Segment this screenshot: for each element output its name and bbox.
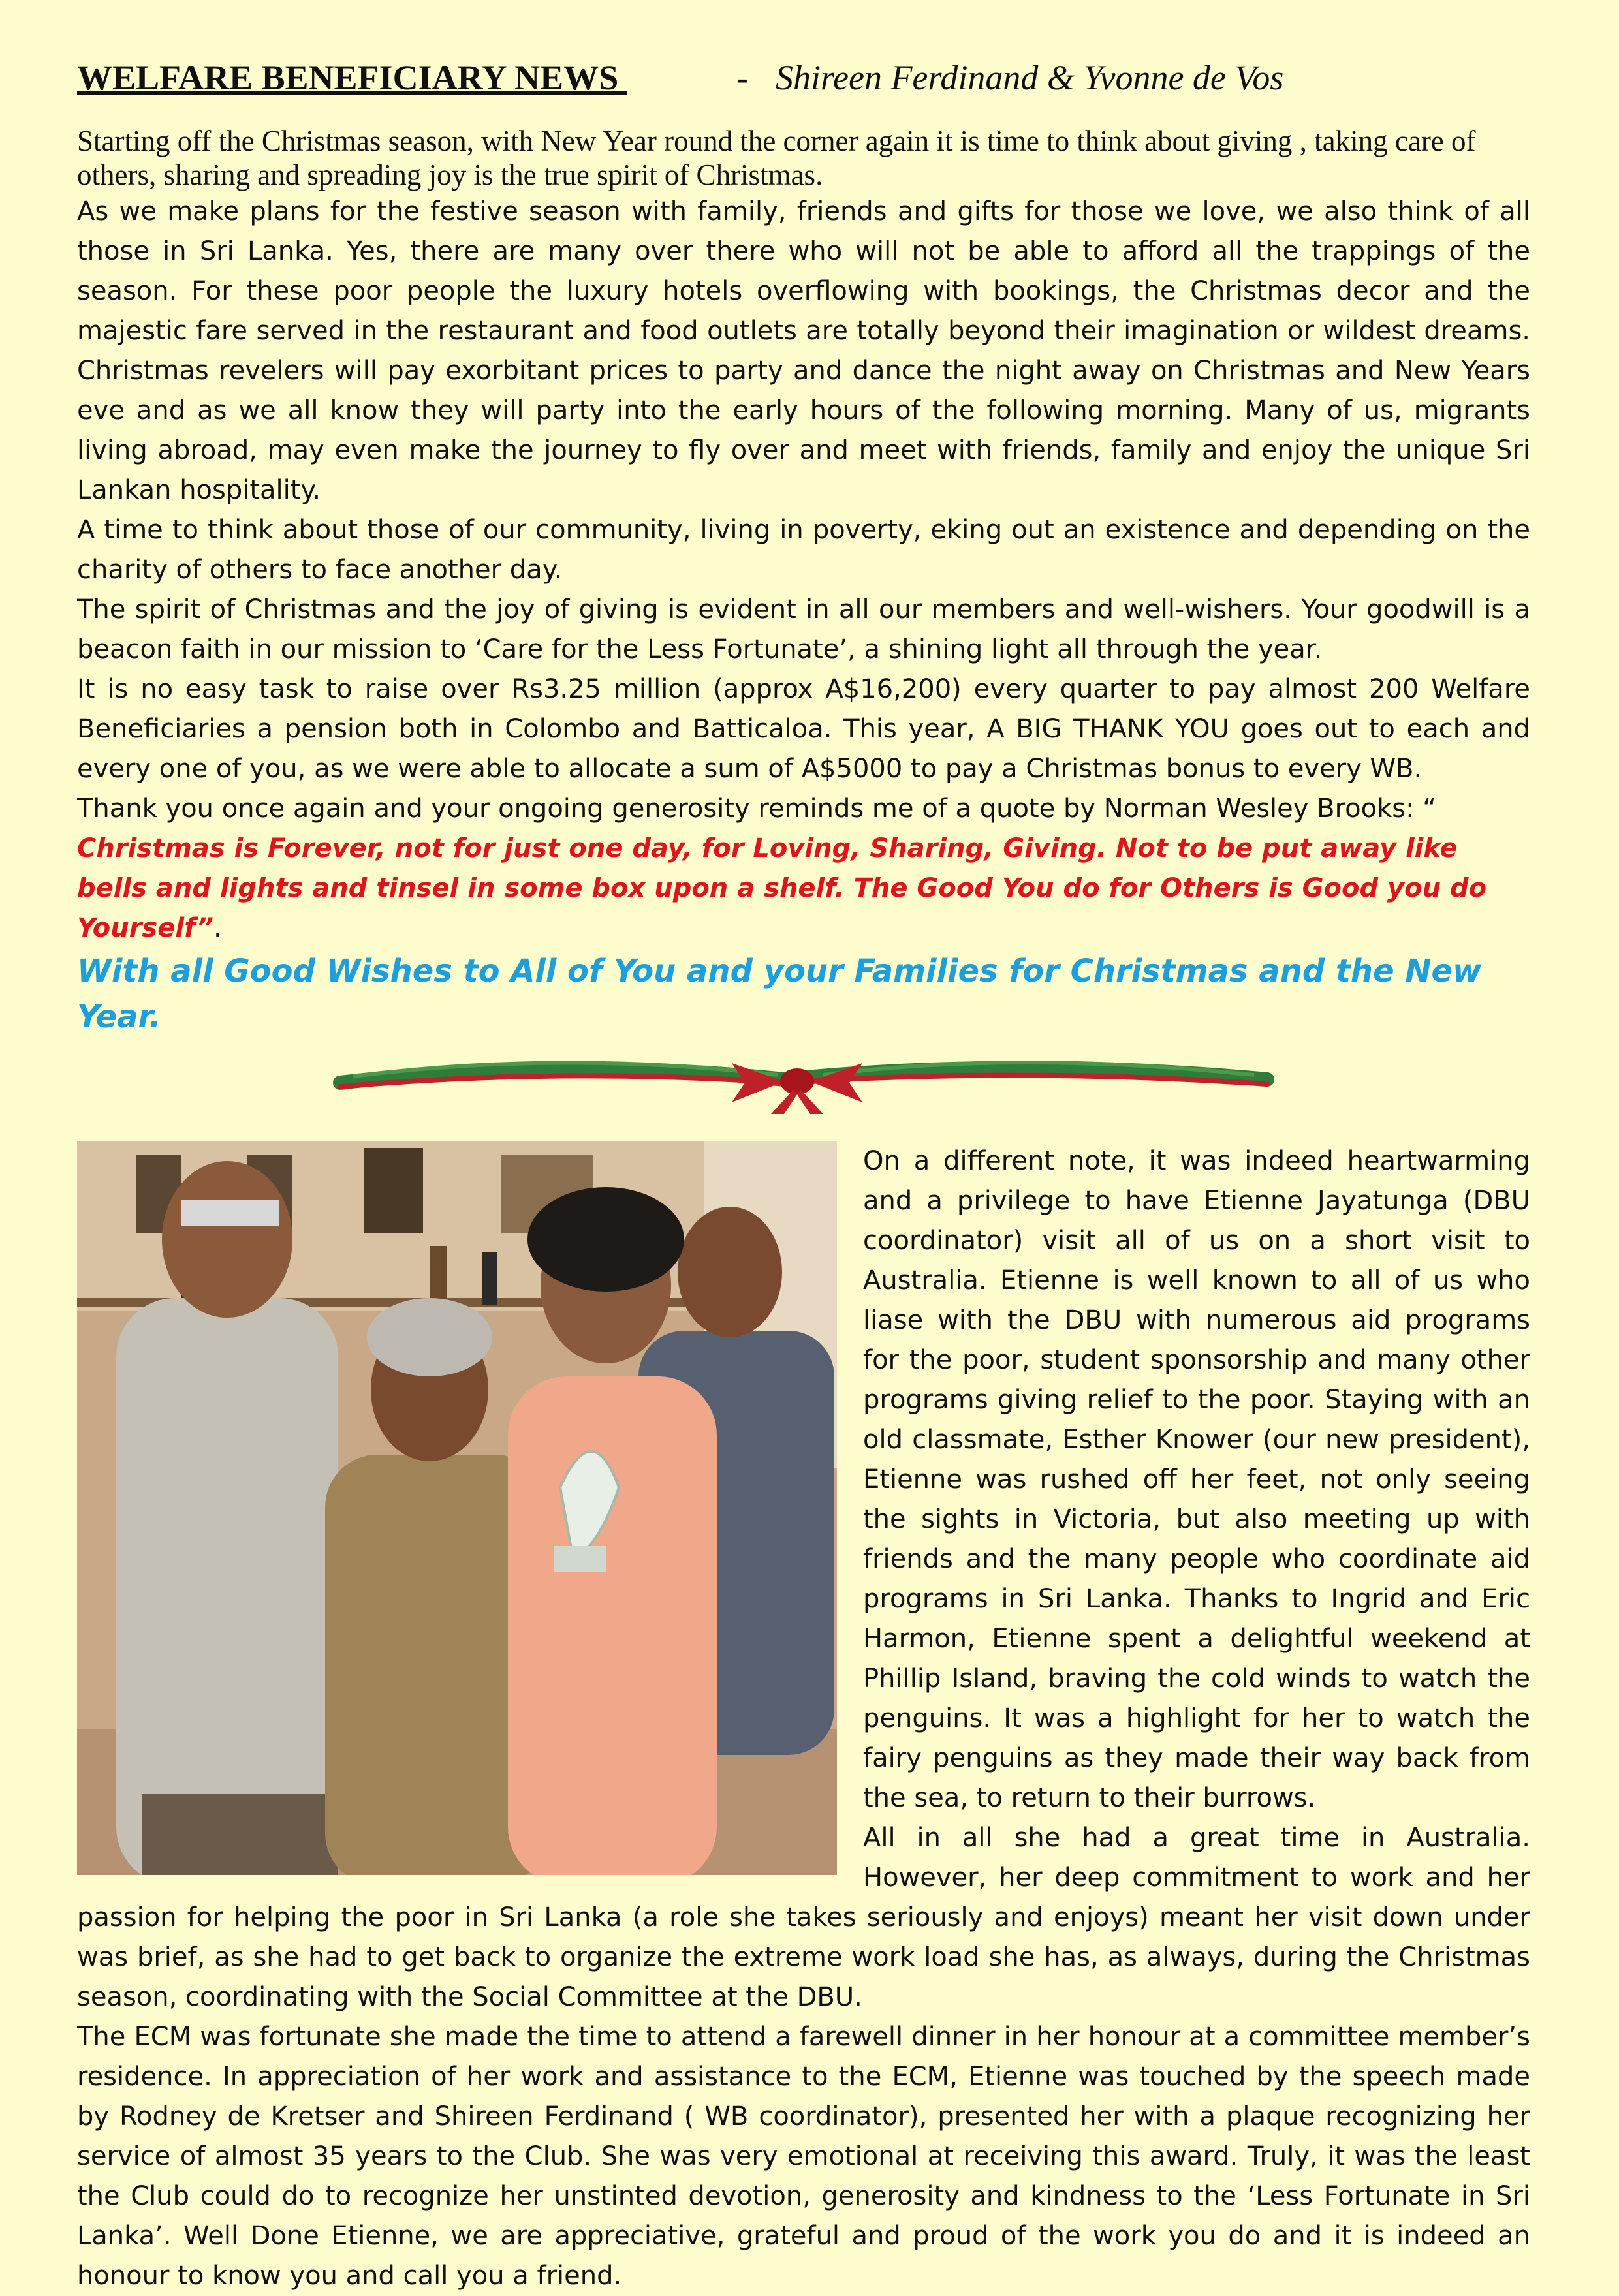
newsletter-page xyxy=(77,52,1530,2296)
body-paragraph: The ECM was fortunate she made the time to attend a farewell dinner in her honour at a committee member’s residence. In appreciation of her work and assistance to the ECM, Etienne was touched by the speech made by Rodney de Kretser and Shireen Ferdinand ( WB coordinator), presented her with a plaque recognizing her service of almost 35 years to the Club. She was very emotional at receiving this award. Truly, it was the least the Club could do to recognize her unstinted devotion, generosity and kindness to the ‘Less Fortunate in Sri Lanka’. Well Done Etienne, we are appreciative, grateful and proud of the work you do and it is indeed an honour to know you and call you a friend. xyxy=(77,2022,1530,2291)
intro-paragraph: Starting off the Christmas season, with New Year round the corner again it is time to think about giving , taking care of others, sharing and spreading joy is the true spirit of Christmas. xyxy=(77,125,1476,191)
body-paragraph: Thank you once again and your ongoing generosity reminds me of a quote by Norman Wesley Brooks: “ xyxy=(77,794,1437,824)
quote-end: . xyxy=(213,913,222,943)
article-title: WELFARE BENEFICIARY NEWS xyxy=(77,58,627,97)
title-separator: - xyxy=(736,58,748,97)
quote-text: Christmas is Forever, not for just one day, for Loving, Sharing, Giving. Not to be put away like bells and lights and tinsel in some box upon a shelf. The Good You do for Others is Good you do Yourself” xyxy=(77,833,1487,943)
brooks-quote xyxy=(77,829,1530,948)
article-header xyxy=(77,52,1530,124)
christmas-garland-divider xyxy=(327,1044,1280,1115)
group-photo xyxy=(77,1141,837,1875)
lower-section xyxy=(77,1115,1530,2296)
body-paragraph: On a different note, it was indeed heartwarming and a privilege to have Etienne Jayatunga (DBU coordinator) visit all of us on a short visit to Australia. Etienne is well known to all of us who liase with the DBU with numerous aid programs for the poor, student sponsorship and many other programs giving relief to the poor. Staying with an old classmate, Esther Knower (our new president), Etienne was rushed off her feet, not only seeing the sights in Victoria, but also meeting up with friends and the many people who coordinate aid programs in Sri Lanka. Thanks to Ingrid and Eric Harmon, Etienne spent a delightful weekend at Phillip Island, braving the cold winds to watch the penguins. It was a highlight for her to watch the fairy penguins as they made their way back from the sea, to return to their burrows. xyxy=(863,1146,1530,1813)
body-paragraph: As we make plans for the festive season with family, friends and gifts for those we love, we also think of all those in Sri Lanka. Yes, there are many over there who will not be able to afford all the trappings of the season. For these poor people the luxury hotels overflowing with bookings, the Christmas decor and the majestic fare served in the restaurant and food outlets are totally beyond their imagination or wildest dreams. Christmas revelers will pay exorbitant prices to party and dance the night away on Christmas and New Years eve and as we all know they will party into the early hours of the following morning. Many of us, migrants living abroad, may even make the journey to fly over and meet with friends, family and enjoy the unique Sri Lankan hospitality. xyxy=(77,196,1530,505)
body-paragraph: The spirit of Christmas and the joy of giving is evident in all our members and well-wishers. Your goodwill is a beacon faith in our mission to ‘Care for the Less Fortunate’, a shining light all through the year. xyxy=(77,595,1530,664)
christmas-wishes: With all Good Wishes to All of You and your Families for Christmas and the New Year. xyxy=(77,953,1482,1035)
article-authors: Shireen Ferdinand & Yvonne de Vos xyxy=(776,58,1284,97)
body-paragraph: It is no easy task to raise over Rs3.25 million (approx A$16,200) every quarter to pay almost 200 Welfare Beneficiaries a pension both in Colombo and Batticaloa. This year, A BIG THANK YOU goes out to each and every one of you, as we were able to allocate a sum of A$5000 to pay a Christmas bonus to every WB. xyxy=(77,674,1530,784)
group-photo-illustration xyxy=(77,1141,837,1875)
body-paragraph: All in all she had a great time in Australia. However, her deep commitment to work and her passion for helping the poor in Sri Lanka (a role she takes seriously and enjoys) meant her visit down under was brief, as she had to get back to organize the extreme work load she has, as always, during the Christmas season, coordinating with the Social Committee at the DBU. xyxy=(77,1823,1530,2012)
body-paragraph: A time to think about those of our community, living in poverty, eking out an existence and depending on the charity of others to face another day. xyxy=(77,515,1530,585)
